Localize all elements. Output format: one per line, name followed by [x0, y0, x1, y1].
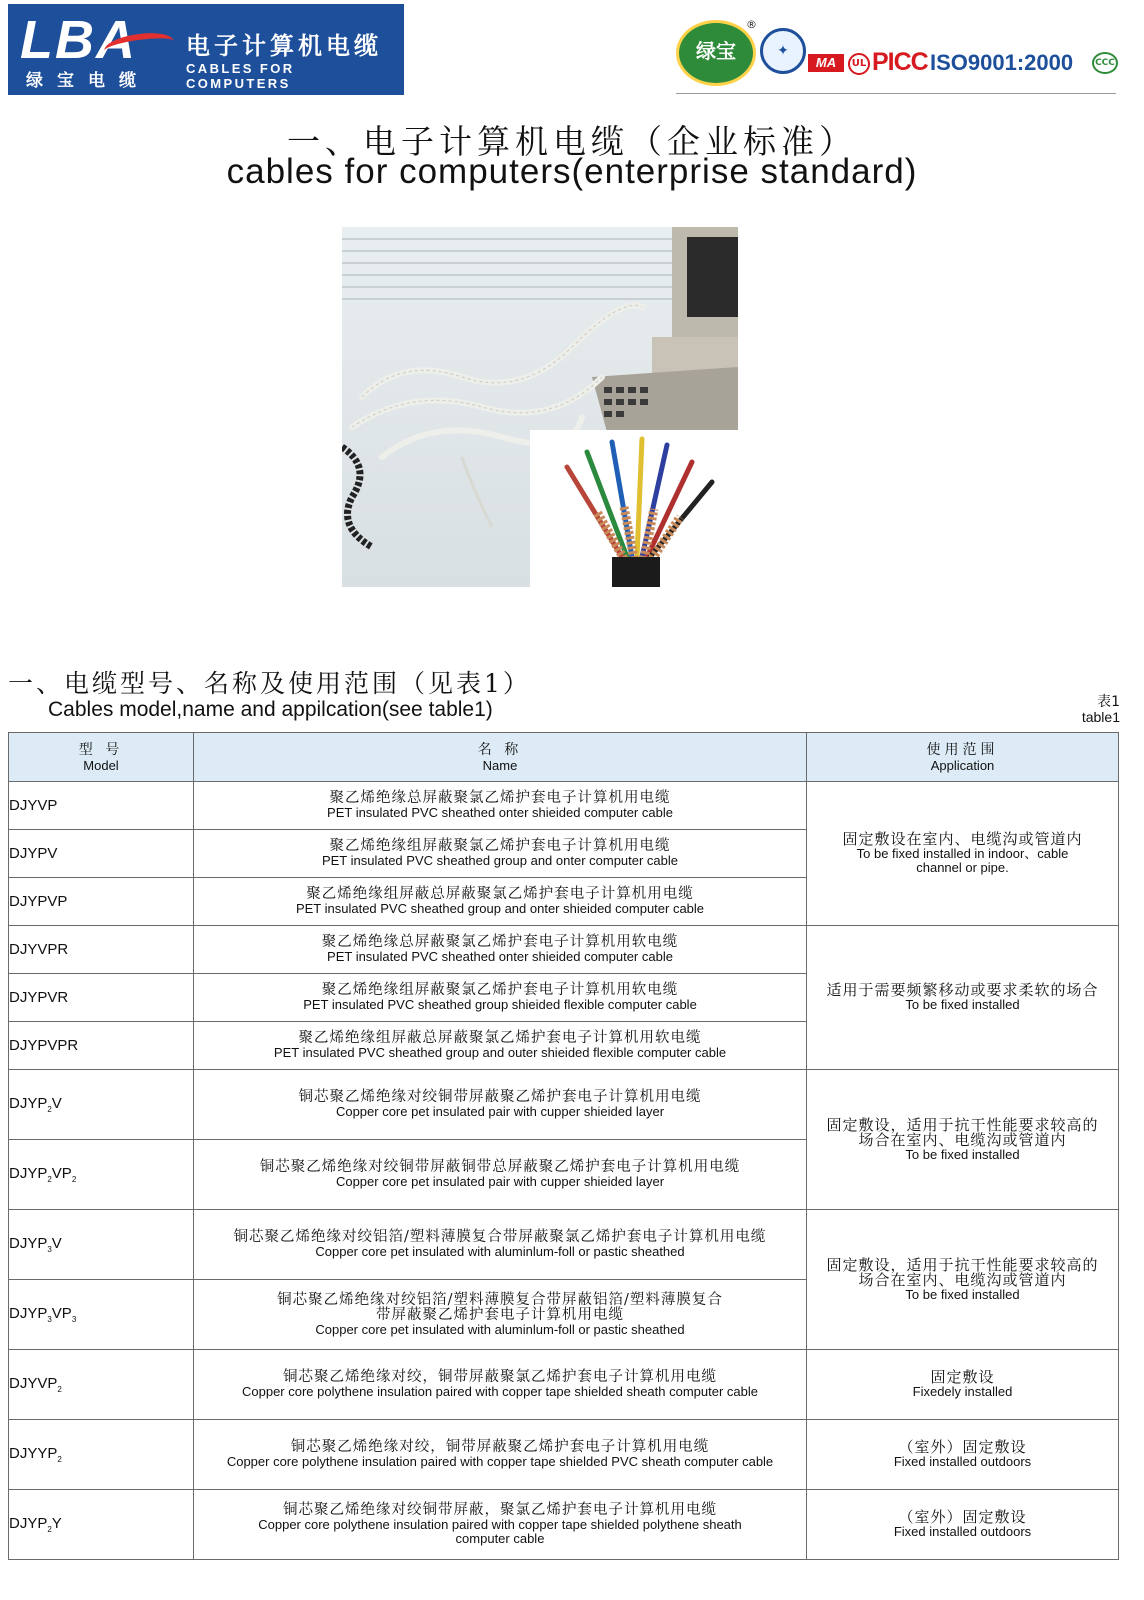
model-cell: $DJYP_3VP_3$	[9, 1280, 194, 1350]
table-row	[9, 1070, 1119, 1140]
name-cell: 聚乙烯绝缘组屏蔽聚氯乙烯护套电子计算机用电缆 PET insulated PVC sheathed group and onter computer cable	[194, 830, 807, 878]
table-header-row	[9, 733, 1119, 782]
table-row	[9, 1350, 1119, 1420]
name-cell: 铜芯聚乙烯绝缘对绞，铜带屏蔽聚乙烯护套电子计算机用电缆 Copper core polythene insulation paired with copper tape shielded PVC sheath computer cable	[194, 1420, 807, 1490]
model-cell: DJYVPR	[9, 926, 194, 974]
brand-seal-icon: 绿宝	[676, 20, 756, 86]
logo-lba-text: LBA	[20, 10, 137, 70]
model-cell: $DJYP_2Y$	[9, 1490, 194, 1560]
name-cell: 铜芯聚乙烯绝缘对绞铝箔/塑料薄膜复合带屏蔽聚氯乙烯护套电子计算机用电缆 Copper core pet insulated with aluminlum-foll or pastic sheathed	[194, 1210, 807, 1280]
application-cell: （室外）固定敷设 Fixed installed outdoors	[807, 1490, 1119, 1560]
name-cell: 聚乙烯绝缘组屏蔽总屏蔽聚氯乙烯护套电子计算机用电缆 PET insulated PVC sheathed group and onter shieided computer cable	[194, 878, 807, 926]
model-cell: $DJYP_2VP_2$	[9, 1140, 194, 1210]
registered-mark: ®	[746, 18, 757, 31]
table-row	[9, 782, 1119, 830]
model-cell: DJYPVP	[9, 878, 194, 926]
header-name: 名 称 Name	[194, 733, 807, 782]
application-cell: 固定敷设，适用于抗干性能要求较高的 场合在室内、电缆沟或管道内 To be fixed installed	[807, 1070, 1119, 1210]
table-label-cn: 表1	[1097, 694, 1120, 710]
logo-product-en: CABLES FOR COMPUTERS	[186, 61, 295, 91]
quality-badge-icon: ✦	[760, 28, 806, 74]
logo-brand-cn: 绿宝电缆	[26, 71, 150, 91]
name-cell: 聚乙烯绝缘总屏蔽聚氯乙烯护套电子计算机用电缆 PET insulated PVC sheathed onter shieided computer cable	[194, 782, 807, 830]
ccc-cert-icon: CCC	[1092, 52, 1118, 74]
name-cell: 铜芯聚乙烯绝缘对绞铜带屏蔽聚乙烯护套电子计算机用电缆 Copper core pet insulated pair with cupper shieided layer	[194, 1070, 807, 1140]
model-cell: $DJYP_2V$	[9, 1070, 194, 1140]
picc-logo: PICC	[872, 48, 928, 76]
name-cell: 铜芯聚乙烯绝缘对绞铜带屏蔽铜带总屏蔽聚乙烯护套电子计算机用电缆 Copper core pet insulated pair with cupper shieided layer	[194, 1140, 807, 1210]
ma-cert-icon: MA	[808, 54, 844, 72]
name-cell: 铜芯聚乙烯绝缘对绞铝箔/塑料薄膜复合带屏蔽铝箔/塑料薄膜复合 带屏蔽聚乙烯护套电子计算机用电缆 Copper core pet insulated with aluminlum-foll or pastic sheathed	[194, 1280, 807, 1350]
page-title-cn: 一、电子计算机电缆（企业标准）	[287, 122, 857, 161]
header-application: 使用范围 Application	[807, 733, 1119, 782]
section-title-en: Cables model,name and appilcation(see table1)	[48, 698, 493, 721]
name-cell: 聚乙烯绝缘总屏蔽聚氯乙烯护套电子计算机用软电缆 PET insulated PVC sheathed onter shieided computer cable	[194, 926, 807, 974]
table-row	[9, 926, 1119, 974]
model-cell: $DJYP_3V$	[9, 1210, 194, 1280]
header-model: 型 号 Model	[9, 733, 194, 782]
model-cell: $DJYVP_2$	[9, 1350, 194, 1420]
application-cell: 固定敷设在室内、电缆沟或管道内 To be fixed installed in indoor、cable channel or pipe.	[807, 782, 1119, 926]
cable-product-photo	[342, 227, 738, 587]
name-cell: 聚乙烯绝缘组屏蔽聚氯乙烯护套电子计算机用软电缆 PET insulated PVC sheathed group shieided flexible computer cable	[194, 974, 807, 1022]
page-title-en: cables for computers(enterprise standard)	[226, 152, 918, 191]
table-row	[9, 1490, 1119, 1560]
model-cell: DJYVP	[9, 782, 194, 830]
header-divider	[676, 93, 1116, 94]
cable-spec-table	[8, 732, 1119, 1560]
application-cell: 固定敷设 Fixedely installed	[807, 1350, 1119, 1420]
section-title-cn: 一、电缆型号、名称及使用范围（见表1）	[8, 669, 531, 698]
model-cell: DJYPVPR	[9, 1022, 194, 1070]
name-cell: 铜芯聚乙烯绝缘对绞，铜带屏蔽聚氯乙烯护套电子计算机用电缆 Copper core polythene insulation paired with copper tape shielded sheath computer cable	[194, 1350, 807, 1420]
table-label-en: table1	[1081, 709, 1120, 725]
company-logo	[8, 4, 404, 95]
logo-product-cn: 电子计算机电缆	[186, 32, 382, 60]
application-cell: 固定敷设，适用于抗干性能要求较高的 场合在室内、电缆沟或管道内 To be fixed installed	[807, 1210, 1119, 1350]
application-cell: 适用于需要频繁移动或要求柔软的场合 To be fixed installed	[807, 926, 1119, 1070]
certification-logos	[676, 20, 1116, 90]
ul-cert-icon: UL	[848, 53, 870, 75]
name-cell: 铜芯聚乙烯绝缘对绞铜带屏蔽，聚氯乙烯护套电子计算机用电缆 Copper core polythene insulation paired with copper tape shielded polythene sheath computer cable	[194, 1490, 807, 1560]
model-cell: DJYPV	[9, 830, 194, 878]
iso-cert-text: ISO9001:2000	[930, 50, 1074, 75]
model-cell: DJYPVR	[9, 974, 194, 1022]
table-row	[9, 1420, 1119, 1490]
model-cell: $DJYYP_2$	[9, 1420, 194, 1490]
table-row	[9, 1210, 1119, 1280]
name-cell: 聚乙烯绝缘组屏蔽总屏蔽聚氯乙烯护套电子计算机用软电缆 PET insulated PVC sheathed group and outer shieided flexible computer cable	[194, 1022, 807, 1070]
application-cell: （室外）固定敷设 Fixed installed outdoors	[807, 1420, 1119, 1490]
